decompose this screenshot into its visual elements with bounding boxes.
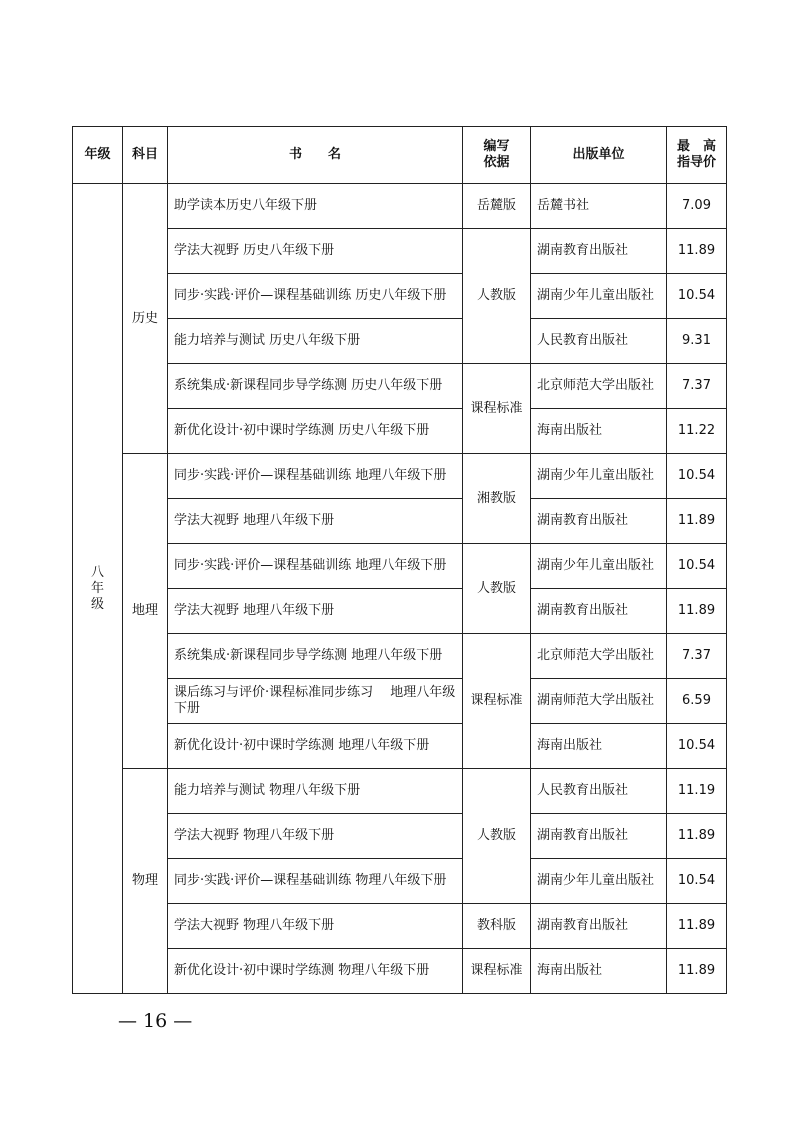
publisher-cell: 湖南教育出版社 [531,589,667,634]
table-row [73,274,727,319]
table-row [73,949,727,994]
publisher-cell: 湖南教育出版社 [531,229,667,274]
price-cell: 10.54 [667,454,727,499]
table-row [73,679,727,724]
publisher-cell: 海南出版社 [531,409,667,454]
book-title-cell: 学法大视野 物理八年级下册 [168,814,463,859]
header-basis: 编写 依据 [463,127,531,184]
grade-cell: 八 年 级 [73,184,123,994]
header-price: 最 高 指导价 [667,127,727,184]
table-row [73,229,727,274]
publisher-cell: 海南出版社 [531,724,667,769]
publisher-cell: 湖南教育出版社 [531,904,667,949]
book-title-cell: 课后练习与评价·课程标准同步练习 地理八年级下册 [168,679,463,724]
header-title: 书 名 [168,127,463,184]
book-title-cell: 同步·实践·评价—课程基础训练 地理八年级下册 [168,544,463,589]
price-cell: 10.54 [667,859,727,904]
publisher-cell: 北京师范大学出版社 [531,364,667,409]
header-grade: 年级 [73,127,123,184]
book-title-cell: 系统集成·新课程同步导学练测 历史八年级下册 [168,364,463,409]
price-cell: 11.89 [667,229,727,274]
subject-cell: 物理 [123,769,168,994]
price-cell: 11.89 [667,589,727,634]
price-cell: 7.09 [667,184,727,229]
book-title-cell: 能力培养与测试 物理八年级下册 [168,769,463,814]
table-row [73,634,727,679]
book-title-cell: 系统集成·新课程同步导学练测 地理八年级下册 [168,634,463,679]
table-row [73,814,727,859]
subject-cell: 地理 [123,454,168,769]
price-cell: 10.54 [667,544,727,589]
publisher-cell: 人民教育出版社 [531,319,667,364]
table-row [73,499,727,544]
basis-cell: 课程标准 [463,634,531,769]
table-row [73,454,727,499]
publisher-cell: 人民教育出版社 [531,769,667,814]
header-publisher: 出版单位 [531,127,667,184]
publisher-cell: 湖南教育出版社 [531,814,667,859]
page-number: — 16 — [118,1010,193,1032]
table-row [73,724,727,769]
price-cell: 11.89 [667,904,727,949]
book-title-cell: 学法大视野 地理八年级下册 [168,589,463,634]
price-cell: 7.37 [667,364,727,409]
basis-cell: 课程标准 [463,364,531,454]
book-title-cell: 同步·实践·评价—课程基础训练 地理八年级下册 [168,454,463,499]
price-cell: 6.59 [667,679,727,724]
textbook-price-table [72,126,727,994]
basis-cell: 人教版 [463,229,531,364]
price-cell: 11.89 [667,949,727,994]
table-row [73,184,727,229]
book-title-cell: 能力培养与测试 历史八年级下册 [168,319,463,364]
price-cell: 11.22 [667,409,727,454]
basis-cell: 岳麓版 [463,184,531,229]
basis-cell: 人教版 [463,544,531,634]
basis-cell: 课程标准 [463,949,531,994]
table-row [73,409,727,454]
publisher-cell: 湖南师范大学出版社 [531,679,667,724]
publisher-cell: 北京师范大学出版社 [531,634,667,679]
table-row [73,904,727,949]
price-cell: 7.37 [667,634,727,679]
table-row [73,589,727,634]
book-title-cell: 同步·实践·评价—课程基础训练 物理八年级下册 [168,859,463,904]
book-title-cell: 新优化设计·初中课时学练测 物理八年级下册 [168,949,463,994]
price-cell: 11.89 [667,814,727,859]
price-cell: 11.19 [667,769,727,814]
price-cell: 11.89 [667,499,727,544]
book-title-cell: 新优化设计·初中课时学练测 历史八年级下册 [168,409,463,454]
basis-cell: 湘教版 [463,454,531,544]
publisher-cell: 湖南少年儿童出版社 [531,274,667,319]
book-title-cell: 同步·实践·评价—课程基础训练 历史八年级下册 [168,274,463,319]
book-title-cell: 新优化设计·初中课时学练测 地理八年级下册 [168,724,463,769]
publisher-cell: 湖南少年儿童出版社 [531,859,667,904]
table-row [73,769,727,814]
publisher-cell: 湖南少年儿童出版社 [531,544,667,589]
price-cell: 9.31 [667,319,727,364]
book-title-cell: 学法大视野 地理八年级下册 [168,499,463,544]
price-cell: 10.54 [667,724,727,769]
publisher-cell: 湖南少年儿童出版社 [531,454,667,499]
book-title-cell: 助学读本历史八年级下册 [168,184,463,229]
table-row [73,859,727,904]
book-title-cell: 学法大视野 物理八年级下册 [168,904,463,949]
publisher-cell: 海南出版社 [531,949,667,994]
table-row [73,544,727,589]
publisher-cell: 湖南教育出版社 [531,499,667,544]
header-subject: 科目 [123,127,168,184]
basis-cell: 教科版 [463,904,531,949]
table-row [73,319,727,364]
price-cell: 10.54 [667,274,727,319]
publisher-cell: 岳麓书社 [531,184,667,229]
basis-cell: 人教版 [463,769,531,904]
table-row [73,364,727,409]
subject-cell: 历史 [123,184,168,454]
header-row [73,127,727,184]
book-title-cell: 学法大视野 历史八年级下册 [168,229,463,274]
